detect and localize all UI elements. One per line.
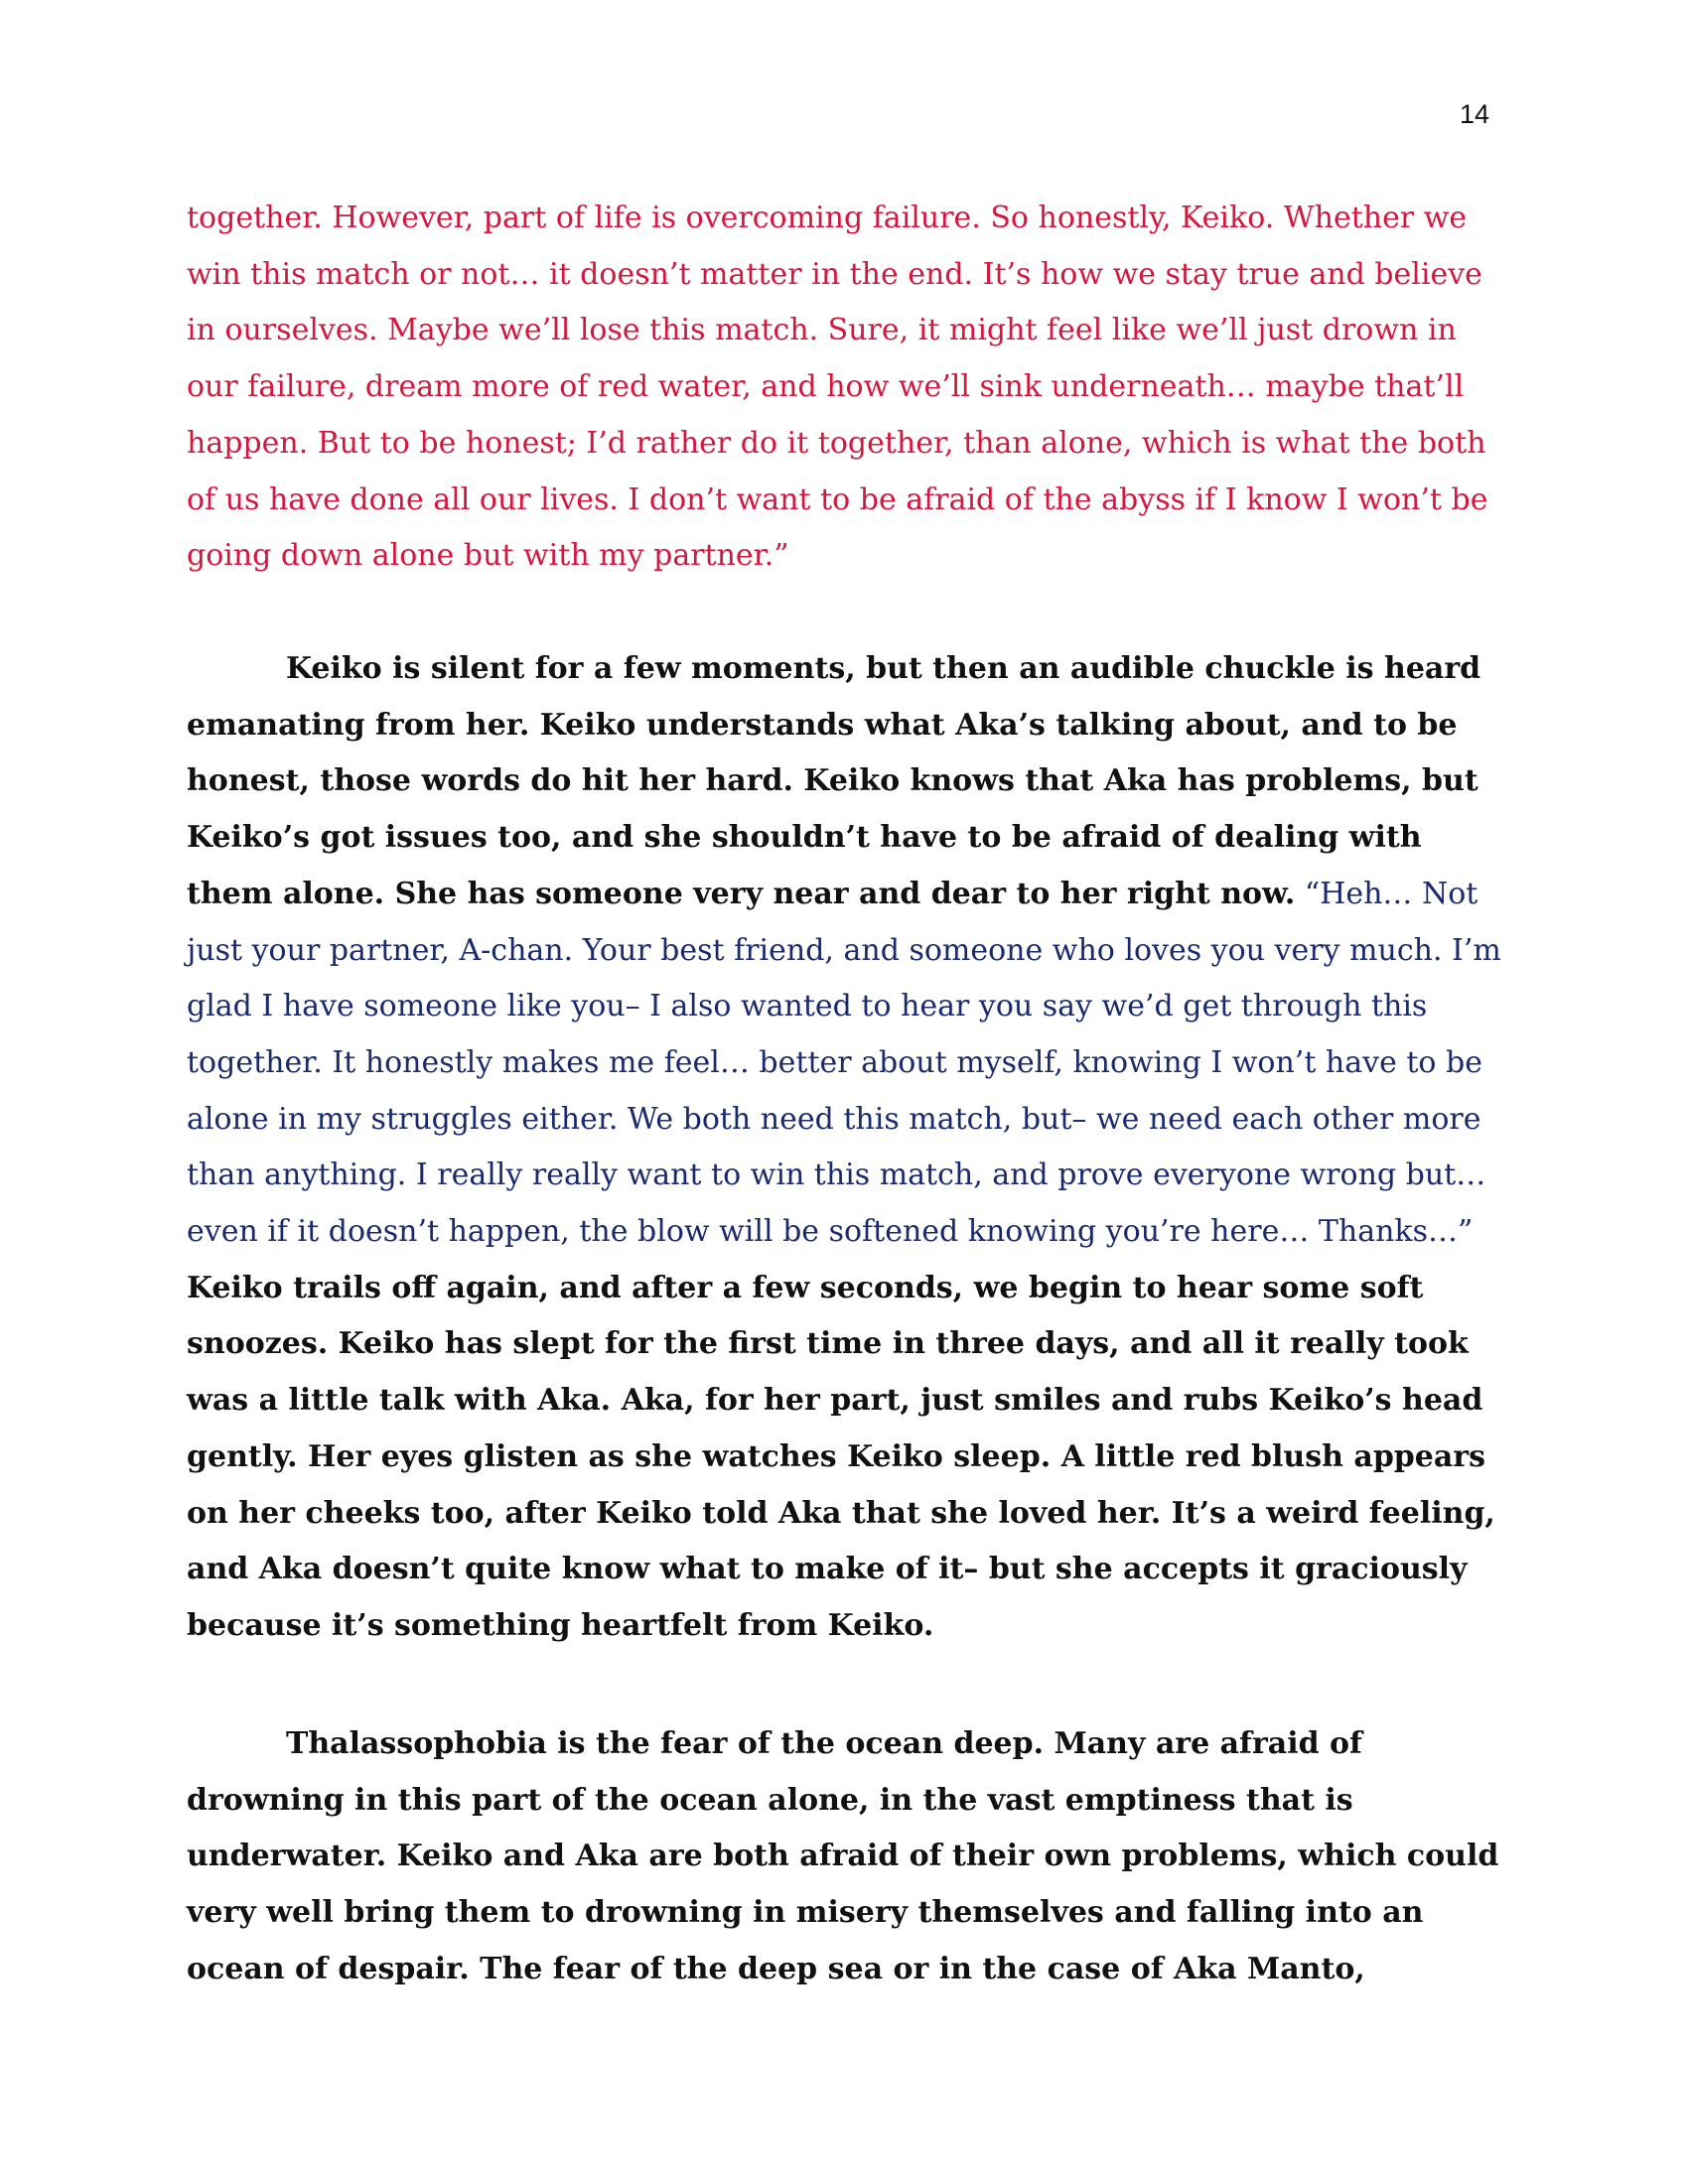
- paragraph-aka-dialogue: [187, 191, 1503, 585]
- page-number: 14: [1459, 99, 1489, 129]
- keiko-dialogue-text: “Heh… Not just your partner, A-chan. Your best friend, and someone who loves you very much. I’m glad I have someone like you– I also wanted to hear you say we’d get through this together. It honestly makes me feel… better about myself, knowing I won’t have to be alone in my struggles either. We both need this match, but– we need each other more than anything. I really really want to win this match, and prove everyone wrong but… even if it doesn’t happen, the blow will be softened knowing you’re here… Thanks…”: [187, 876, 1501, 1250]
- narration-text: Keiko trails off again, and after a few seconds, we begin to hear some soft snoozes. Keiko has slept for the first time in three days, and all it really took was a little talk with Aka. Aka, for her part, just smiles and rubs Keiko’s head gently. Her eyes glisten as she watches Keiko sleep. A little red blush appears on her cheeks too, after Keiko told Aka that she loved her. It’s a weird feeling, and Aka doesn’t quite know what to make of it– but she accepts it graciously because it’s something heartfelt from Keiko.: [187, 1270, 1495, 1643]
- aka-dialogue-text: together. However, part of life is overcoming failure. So honestly, Keiko. Whether we win this match or not… it doesn’t matter in the end. It’s how we stay true and believe in ourselves. Maybe we’ll lose this match. Sure, it might feel like we’ll just drown in our failure, dream more of red water, and how we’ll sink underneath… maybe that’ll happen. But to be honest; I’d rather do it together, than alone, which is what the both of us have done all our lives. I don’t want to be afraid of the abyss if I know I won’t be going down alone but with my partner.”: [187, 201, 1488, 574]
- paragraph-thalassophobia: [187, 1716, 1503, 1998]
- narration-text: Thalassophobia is the fear of the ocean deep. Many are afraid of drowning in this part of the ocean alone, in the vast emptiness that is underwater. Keiko and Aka are both afraid of their own problems, which could very well bring them to drowning in misery themselves and falling into an ocean of despair. The fear of the deep sea or in the case of Aka Manto,: [187, 1726, 1499, 1986]
- paragraph-keiko-response: [187, 641, 1503, 1655]
- narration-text: Keiko is silent for a few moments, but then an audible chuckle is heard emanating from her. Keiko understands what Aka’s talking about, and to be honest, those words do hit her hard. Keiko knows that Aka has problems, but Keiko’s got issues too, and she shouldn’t have to be afraid of dealing with them alone. She has someone very near and dear to her right now.: [187, 651, 1481, 911]
